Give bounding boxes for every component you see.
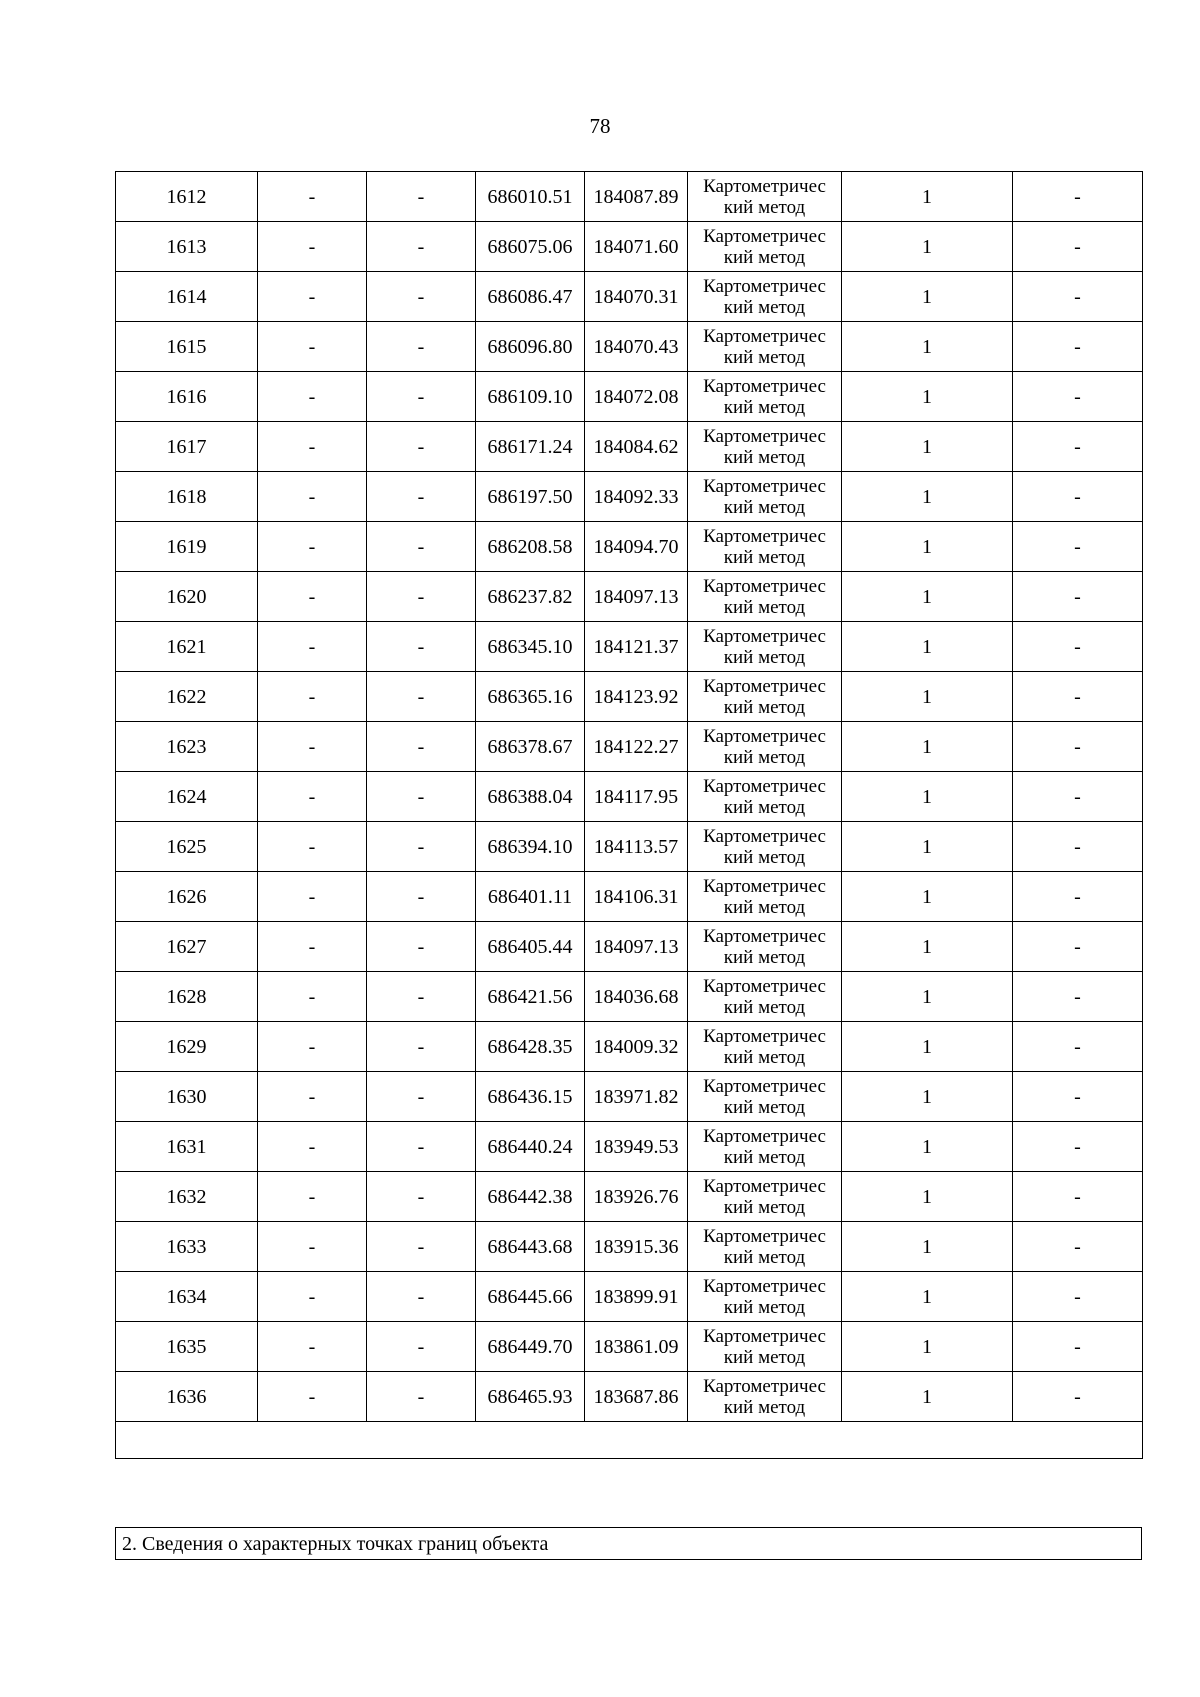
method-text-line-2: кий метод bbox=[723, 996, 806, 1018]
method-text-line-2: кий метод bbox=[723, 596, 806, 618]
point-number-cell: 1634 bbox=[116, 1272, 258, 1322]
method-cell bbox=[688, 1172, 842, 1222]
y-coordinate-cell: 184122.27 bbox=[585, 722, 688, 772]
empty-dash-cell: - bbox=[367, 522, 476, 572]
empty-dash-cell: - bbox=[367, 922, 476, 972]
y-coordinate-cell: 184094.70 bbox=[585, 522, 688, 572]
accuracy-cell: 1 bbox=[842, 822, 1013, 872]
point-number-cell: 1628 bbox=[116, 972, 258, 1022]
x-coordinate-cell: 686171.24 bbox=[476, 422, 585, 472]
method-cell bbox=[688, 322, 842, 372]
point-number-cell: 1626 bbox=[116, 872, 258, 922]
point-number-cell: 1623 bbox=[116, 722, 258, 772]
description-dash-cell: - bbox=[1013, 472, 1143, 522]
empty-dash-cell: - bbox=[258, 872, 367, 922]
empty-dash-cell: - bbox=[367, 672, 476, 722]
empty-dash-cell: - bbox=[258, 522, 367, 572]
table-row bbox=[116, 722, 1143, 772]
point-number-cell: 1618 bbox=[116, 472, 258, 522]
accuracy-cell: 1 bbox=[842, 1172, 1013, 1222]
empty-cell bbox=[116, 1422, 1143, 1459]
method-cell bbox=[688, 172, 842, 222]
description-dash-cell: - bbox=[1013, 1172, 1143, 1222]
point-number-cell: 1627 bbox=[116, 922, 258, 972]
empty-dash-cell: - bbox=[367, 172, 476, 222]
point-number-cell: 1615 bbox=[116, 322, 258, 372]
y-coordinate-cell: 184117.95 bbox=[585, 772, 688, 822]
method-text-line-2: кий метод bbox=[723, 1196, 806, 1218]
empty-dash-cell: - bbox=[258, 822, 367, 872]
description-dash-cell: - bbox=[1013, 622, 1143, 672]
empty-dash-cell: - bbox=[258, 672, 367, 722]
accuracy-cell: 1 bbox=[842, 472, 1013, 522]
description-dash-cell: - bbox=[1013, 722, 1143, 772]
y-coordinate-cell: 183971.82 bbox=[585, 1072, 688, 1122]
method-text-line-2: кий метод bbox=[723, 546, 806, 568]
accuracy-cell: 1 bbox=[842, 222, 1013, 272]
accuracy-cell: 1 bbox=[842, 772, 1013, 822]
method-cell bbox=[688, 1322, 842, 1372]
y-coordinate-cell: 184036.68 bbox=[585, 972, 688, 1022]
description-dash-cell: - bbox=[1013, 1372, 1143, 1422]
empty-dash-cell: - bbox=[258, 222, 367, 272]
x-coordinate-cell: 686388.04 bbox=[476, 772, 585, 822]
description-dash-cell: - bbox=[1013, 922, 1143, 972]
accuracy-cell: 1 bbox=[842, 1372, 1013, 1422]
table-row bbox=[116, 1022, 1143, 1072]
point-number-cell: 1633 bbox=[116, 1222, 258, 1272]
accuracy-cell: 1 bbox=[842, 322, 1013, 372]
method-text-line-1: Картометричес bbox=[703, 675, 826, 697]
method-text-line-1: Картометричес bbox=[703, 925, 826, 947]
method-cell bbox=[688, 822, 842, 872]
empty-dash-cell: - bbox=[367, 1022, 476, 1072]
method-text-line-1: Картометричес bbox=[703, 725, 826, 747]
empty-dash-cell: - bbox=[258, 922, 367, 972]
method-text-line-1: Картометричес bbox=[703, 325, 826, 347]
empty-dash-cell: - bbox=[367, 872, 476, 922]
method-text-line-2: кий метод bbox=[723, 796, 806, 818]
empty-dash-cell: - bbox=[258, 1172, 367, 1222]
empty-dash-cell: - bbox=[367, 422, 476, 472]
point-number-cell: 1621 bbox=[116, 622, 258, 672]
accuracy-cell: 1 bbox=[842, 422, 1013, 472]
method-text-line-2: кий метод bbox=[723, 496, 806, 518]
method-text-line-2: кий метод bbox=[723, 1246, 806, 1268]
table-row bbox=[116, 372, 1143, 422]
method-text-line-2: кий метод bbox=[723, 246, 806, 268]
coordinates-table bbox=[115, 171, 1143, 1459]
description-dash-cell: - bbox=[1013, 1072, 1143, 1122]
x-coordinate-cell: 686345.10 bbox=[476, 622, 585, 672]
method-text-line-2: кий метод bbox=[723, 446, 806, 468]
empty-dash-cell: - bbox=[258, 472, 367, 522]
point-number-cell: 1622 bbox=[116, 672, 258, 722]
method-cell bbox=[688, 222, 842, 272]
empty-dash-cell: - bbox=[367, 272, 476, 322]
x-coordinate-cell: 686365.16 bbox=[476, 672, 585, 722]
method-cell bbox=[688, 1372, 842, 1422]
method-text-line-2: кий метод bbox=[723, 646, 806, 668]
point-number-cell: 1612 bbox=[116, 172, 258, 222]
x-coordinate-cell: 686443.68 bbox=[476, 1222, 585, 1272]
description-dash-cell: - bbox=[1013, 1322, 1143, 1372]
y-coordinate-cell: 184072.08 bbox=[585, 372, 688, 422]
table-row bbox=[116, 1122, 1143, 1172]
empty-dash-cell: - bbox=[258, 1072, 367, 1122]
method-cell bbox=[688, 1022, 842, 1072]
point-number-cell: 1620 bbox=[116, 572, 258, 622]
table-row bbox=[116, 172, 1143, 222]
accuracy-cell: 1 bbox=[842, 1222, 1013, 1272]
y-coordinate-cell: 184097.13 bbox=[585, 922, 688, 972]
description-dash-cell: - bbox=[1013, 272, 1143, 322]
empty-dash-cell: - bbox=[258, 1122, 367, 1172]
accuracy-cell: 1 bbox=[842, 1072, 1013, 1122]
empty-dash-cell: - bbox=[367, 822, 476, 872]
accuracy-cell: 1 bbox=[842, 622, 1013, 672]
empty-dash-cell: - bbox=[367, 222, 476, 272]
y-coordinate-cell: 183949.53 bbox=[585, 1122, 688, 1172]
accuracy-cell: 1 bbox=[842, 1322, 1013, 1372]
empty-dash-cell: - bbox=[367, 472, 476, 522]
method-text-line-1: Картометричес bbox=[703, 1375, 826, 1397]
empty-dash-cell: - bbox=[258, 322, 367, 372]
method-cell bbox=[688, 422, 842, 472]
empty-dash-cell: - bbox=[258, 572, 367, 622]
page-number: 78 bbox=[589, 114, 611, 138]
method-text-line-1: Картометричес bbox=[703, 1175, 826, 1197]
empty-dash-cell: - bbox=[367, 1172, 476, 1222]
method-text-line-1: Картометричес bbox=[703, 475, 826, 497]
empty-dash-cell: - bbox=[367, 972, 476, 1022]
accuracy-cell: 1 bbox=[842, 722, 1013, 772]
description-dash-cell: - bbox=[1013, 772, 1143, 822]
empty-dash-cell: - bbox=[258, 1022, 367, 1072]
point-number-cell: 1624 bbox=[116, 772, 258, 822]
method-text-line-1: Картометричес bbox=[703, 525, 826, 547]
accuracy-cell: 1 bbox=[842, 522, 1013, 572]
empty-dash-cell: - bbox=[367, 1372, 476, 1422]
method-text-line-1: Картометричес bbox=[703, 175, 826, 197]
method-cell bbox=[688, 272, 842, 322]
y-coordinate-cell: 184071.60 bbox=[585, 222, 688, 272]
y-coordinate-cell: 184123.92 bbox=[585, 672, 688, 722]
y-coordinate-cell: 183687.86 bbox=[585, 1372, 688, 1422]
table-row bbox=[116, 1372, 1143, 1422]
description-dash-cell: - bbox=[1013, 972, 1143, 1022]
method-text-line-1: Картометричес bbox=[703, 225, 826, 247]
table-body bbox=[116, 172, 1143, 1422]
x-coordinate-cell: 686436.15 bbox=[476, 1072, 585, 1122]
point-number-cell: 1617 bbox=[116, 422, 258, 472]
y-coordinate-cell: 184070.31 bbox=[585, 272, 688, 322]
point-number-cell: 1636 bbox=[116, 1372, 258, 1422]
empty-dash-cell: - bbox=[367, 1122, 476, 1172]
empty-dash-cell: - bbox=[367, 322, 476, 372]
description-dash-cell: - bbox=[1013, 872, 1143, 922]
point-number-cell: 1625 bbox=[116, 822, 258, 872]
table-row bbox=[116, 1322, 1143, 1372]
table-row bbox=[116, 1072, 1143, 1122]
accuracy-cell: 1 bbox=[842, 1022, 1013, 1072]
table-row bbox=[116, 322, 1143, 372]
y-coordinate-cell: 184097.13 bbox=[585, 572, 688, 622]
description-dash-cell: - bbox=[1013, 1022, 1143, 1072]
x-coordinate-cell: 686445.66 bbox=[476, 1272, 585, 1322]
y-coordinate-cell: 183915.36 bbox=[585, 1222, 688, 1272]
empty-dash-cell: - bbox=[367, 1322, 476, 1372]
accuracy-cell: 1 bbox=[842, 672, 1013, 722]
table-empty-row bbox=[116, 1422, 1143, 1459]
section-title: 2. Сведения о характерных точках границ объекта bbox=[115, 1527, 1142, 1560]
empty-dash-cell: - bbox=[367, 772, 476, 822]
method-text-line-1: Картометричес bbox=[703, 275, 826, 297]
method-text-line-1: Картометричес bbox=[703, 825, 826, 847]
table-row bbox=[116, 622, 1143, 672]
x-coordinate-cell: 686109.10 bbox=[476, 372, 585, 422]
empty-dash-cell: - bbox=[258, 272, 367, 322]
x-coordinate-cell: 686096.80 bbox=[476, 322, 585, 372]
method-text-line-2: кий метод bbox=[723, 1346, 806, 1368]
x-coordinate-cell: 686075.06 bbox=[476, 222, 585, 272]
method-cell bbox=[688, 372, 842, 422]
method-text-line-1: Картометричес bbox=[703, 625, 826, 647]
table-row bbox=[116, 1172, 1143, 1222]
empty-dash-cell: - bbox=[258, 1322, 367, 1372]
x-coordinate-cell: 686394.10 bbox=[476, 822, 585, 872]
x-coordinate-cell: 686378.67 bbox=[476, 722, 585, 772]
empty-dash-cell: - bbox=[367, 1072, 476, 1122]
table-row bbox=[116, 572, 1143, 622]
empty-dash-cell: - bbox=[258, 772, 367, 822]
method-cell bbox=[688, 922, 842, 972]
method-cell bbox=[688, 972, 842, 1022]
description-dash-cell: - bbox=[1013, 1122, 1143, 1172]
method-cell bbox=[688, 622, 842, 672]
method-cell bbox=[688, 1072, 842, 1122]
method-text-line-1: Картометричес bbox=[703, 1125, 826, 1147]
method-text-line-2: кий метод bbox=[723, 396, 806, 418]
empty-dash-cell: - bbox=[258, 172, 367, 222]
accuracy-cell: 1 bbox=[842, 972, 1013, 1022]
y-coordinate-cell: 184113.57 bbox=[585, 822, 688, 872]
description-dash-cell: - bbox=[1013, 1222, 1143, 1272]
method-text-line-1: Картометричес bbox=[703, 1025, 826, 1047]
empty-dash-cell: - bbox=[258, 1272, 367, 1322]
empty-dash-cell: - bbox=[258, 372, 367, 422]
method-cell bbox=[688, 572, 842, 622]
description-dash-cell: - bbox=[1013, 172, 1143, 222]
accuracy-cell: 1 bbox=[842, 872, 1013, 922]
description-dash-cell: - bbox=[1013, 572, 1143, 622]
y-coordinate-cell: 184092.33 bbox=[585, 472, 688, 522]
table-row bbox=[116, 472, 1143, 522]
description-dash-cell: - bbox=[1013, 322, 1143, 372]
x-coordinate-cell: 686401.11 bbox=[476, 872, 585, 922]
method-cell bbox=[688, 522, 842, 572]
description-dash-cell: - bbox=[1013, 422, 1143, 472]
empty-dash-cell: - bbox=[367, 572, 476, 622]
empty-dash-cell: - bbox=[367, 722, 476, 772]
x-coordinate-cell: 686197.50 bbox=[476, 472, 585, 522]
method-cell bbox=[688, 722, 842, 772]
x-coordinate-cell: 686428.35 bbox=[476, 1022, 585, 1072]
table-row bbox=[116, 422, 1143, 472]
method-text-line-1: Картометричес bbox=[703, 1225, 826, 1247]
y-coordinate-cell: 183899.91 bbox=[585, 1272, 688, 1322]
empty-dash-cell: - bbox=[258, 622, 367, 672]
empty-dash-cell: - bbox=[367, 1222, 476, 1272]
point-number-cell: 1630 bbox=[116, 1072, 258, 1122]
accuracy-cell: 1 bbox=[842, 272, 1013, 322]
table-row bbox=[116, 672, 1143, 722]
x-coordinate-cell: 686086.47 bbox=[476, 272, 585, 322]
method-cell bbox=[688, 472, 842, 522]
method-text-line-1: Картометричес bbox=[703, 775, 826, 797]
description-dash-cell: - bbox=[1013, 522, 1143, 572]
empty-dash-cell: - bbox=[258, 972, 367, 1022]
point-number-cell: 1631 bbox=[116, 1122, 258, 1172]
x-coordinate-cell: 686405.44 bbox=[476, 922, 585, 972]
method-text-line-2: кий метод bbox=[723, 746, 806, 768]
x-coordinate-cell: 686208.58 bbox=[476, 522, 585, 572]
method-cell bbox=[688, 1122, 842, 1172]
method-text-line-2: кий метод bbox=[723, 846, 806, 868]
table-row bbox=[116, 772, 1143, 822]
table-row bbox=[116, 822, 1143, 872]
method-text-line-1: Картометричес bbox=[703, 425, 826, 447]
method-text-line-1: Картометричес bbox=[703, 875, 826, 897]
method-text-line-2: кий метод bbox=[723, 1396, 806, 1418]
description-dash-cell: - bbox=[1013, 222, 1143, 272]
x-coordinate-cell: 686465.93 bbox=[476, 1372, 585, 1422]
table-row bbox=[116, 972, 1143, 1022]
empty-dash-cell: - bbox=[258, 422, 367, 472]
method-cell bbox=[688, 772, 842, 822]
y-coordinate-cell: 184084.62 bbox=[585, 422, 688, 472]
method-text-line-1: Картометричес bbox=[703, 575, 826, 597]
method-text-line-2: кий метод bbox=[723, 196, 806, 218]
method-text-line-2: кий метод bbox=[723, 896, 806, 918]
method-text-line-1: Картометричес bbox=[703, 1275, 826, 1297]
y-coordinate-cell: 183861.09 bbox=[585, 1322, 688, 1372]
empty-dash-cell: - bbox=[258, 1372, 367, 1422]
accuracy-cell: 1 bbox=[842, 1272, 1013, 1322]
method-text-line-2: кий метод bbox=[723, 346, 806, 368]
point-number-cell: 1629 bbox=[116, 1022, 258, 1072]
method-cell bbox=[688, 872, 842, 922]
method-text-line-2: кий метод bbox=[723, 946, 806, 968]
empty-dash-cell: - bbox=[367, 372, 476, 422]
method-text-line-2: кий метод bbox=[723, 696, 806, 718]
method-text-line-2: кий метод bbox=[723, 1046, 806, 1068]
method-text-line-2: кий метод bbox=[723, 1296, 806, 1318]
method-cell bbox=[688, 1222, 842, 1272]
point-number-cell: 1632 bbox=[116, 1172, 258, 1222]
table-row bbox=[116, 1222, 1143, 1272]
method-text-line-1: Картометричес bbox=[703, 375, 826, 397]
x-coordinate-cell: 686421.56 bbox=[476, 972, 585, 1022]
point-number-cell: 1616 bbox=[116, 372, 258, 422]
table-row bbox=[116, 1272, 1143, 1322]
empty-dash-cell: - bbox=[258, 1222, 367, 1272]
table-row bbox=[116, 272, 1143, 322]
y-coordinate-cell: 184070.43 bbox=[585, 322, 688, 372]
method-text-line-2: кий метод bbox=[723, 1096, 806, 1118]
table-row bbox=[116, 872, 1143, 922]
table-row bbox=[116, 222, 1143, 272]
table-row bbox=[116, 522, 1143, 572]
x-coordinate-cell: 686010.51 bbox=[476, 172, 585, 222]
point-number-cell: 1614 bbox=[116, 272, 258, 322]
x-coordinate-cell: 686449.70 bbox=[476, 1322, 585, 1372]
description-dash-cell: - bbox=[1013, 372, 1143, 422]
accuracy-cell: 1 bbox=[842, 172, 1013, 222]
y-coordinate-cell: 184009.32 bbox=[585, 1022, 688, 1072]
method-cell bbox=[688, 672, 842, 722]
empty-dash-cell: - bbox=[367, 1272, 476, 1322]
point-number-cell: 1619 bbox=[116, 522, 258, 572]
point-number-cell: 1635 bbox=[116, 1322, 258, 1372]
method-text-line-2: кий метод bbox=[723, 1146, 806, 1168]
accuracy-cell: 1 bbox=[842, 572, 1013, 622]
accuracy-cell: 1 bbox=[842, 922, 1013, 972]
method-text-line-1: Картометричес bbox=[703, 975, 826, 997]
accuracy-cell: 1 bbox=[842, 1122, 1013, 1172]
method-text-line-1: Картометричес bbox=[703, 1075, 826, 1097]
point-number-cell: 1613 bbox=[116, 222, 258, 272]
x-coordinate-cell: 686440.24 bbox=[476, 1122, 585, 1172]
method-cell bbox=[688, 1272, 842, 1322]
empty-dash-cell: - bbox=[258, 722, 367, 772]
description-dash-cell: - bbox=[1013, 1272, 1143, 1322]
table-row bbox=[116, 922, 1143, 972]
method-text-line-2: кий метод bbox=[723, 296, 806, 318]
y-coordinate-cell: 184087.89 bbox=[585, 172, 688, 222]
y-coordinate-cell: 184121.37 bbox=[585, 622, 688, 672]
y-coordinate-cell: 183926.76 bbox=[585, 1172, 688, 1222]
x-coordinate-cell: 686237.82 bbox=[476, 572, 585, 622]
accuracy-cell: 1 bbox=[842, 372, 1013, 422]
empty-dash-cell: - bbox=[367, 622, 476, 672]
description-dash-cell: - bbox=[1013, 822, 1143, 872]
method-text-line-1: Картометричес bbox=[703, 1325, 826, 1347]
y-coordinate-cell: 184106.31 bbox=[585, 872, 688, 922]
x-coordinate-cell: 686442.38 bbox=[476, 1172, 585, 1222]
description-dash-cell: - bbox=[1013, 672, 1143, 722]
